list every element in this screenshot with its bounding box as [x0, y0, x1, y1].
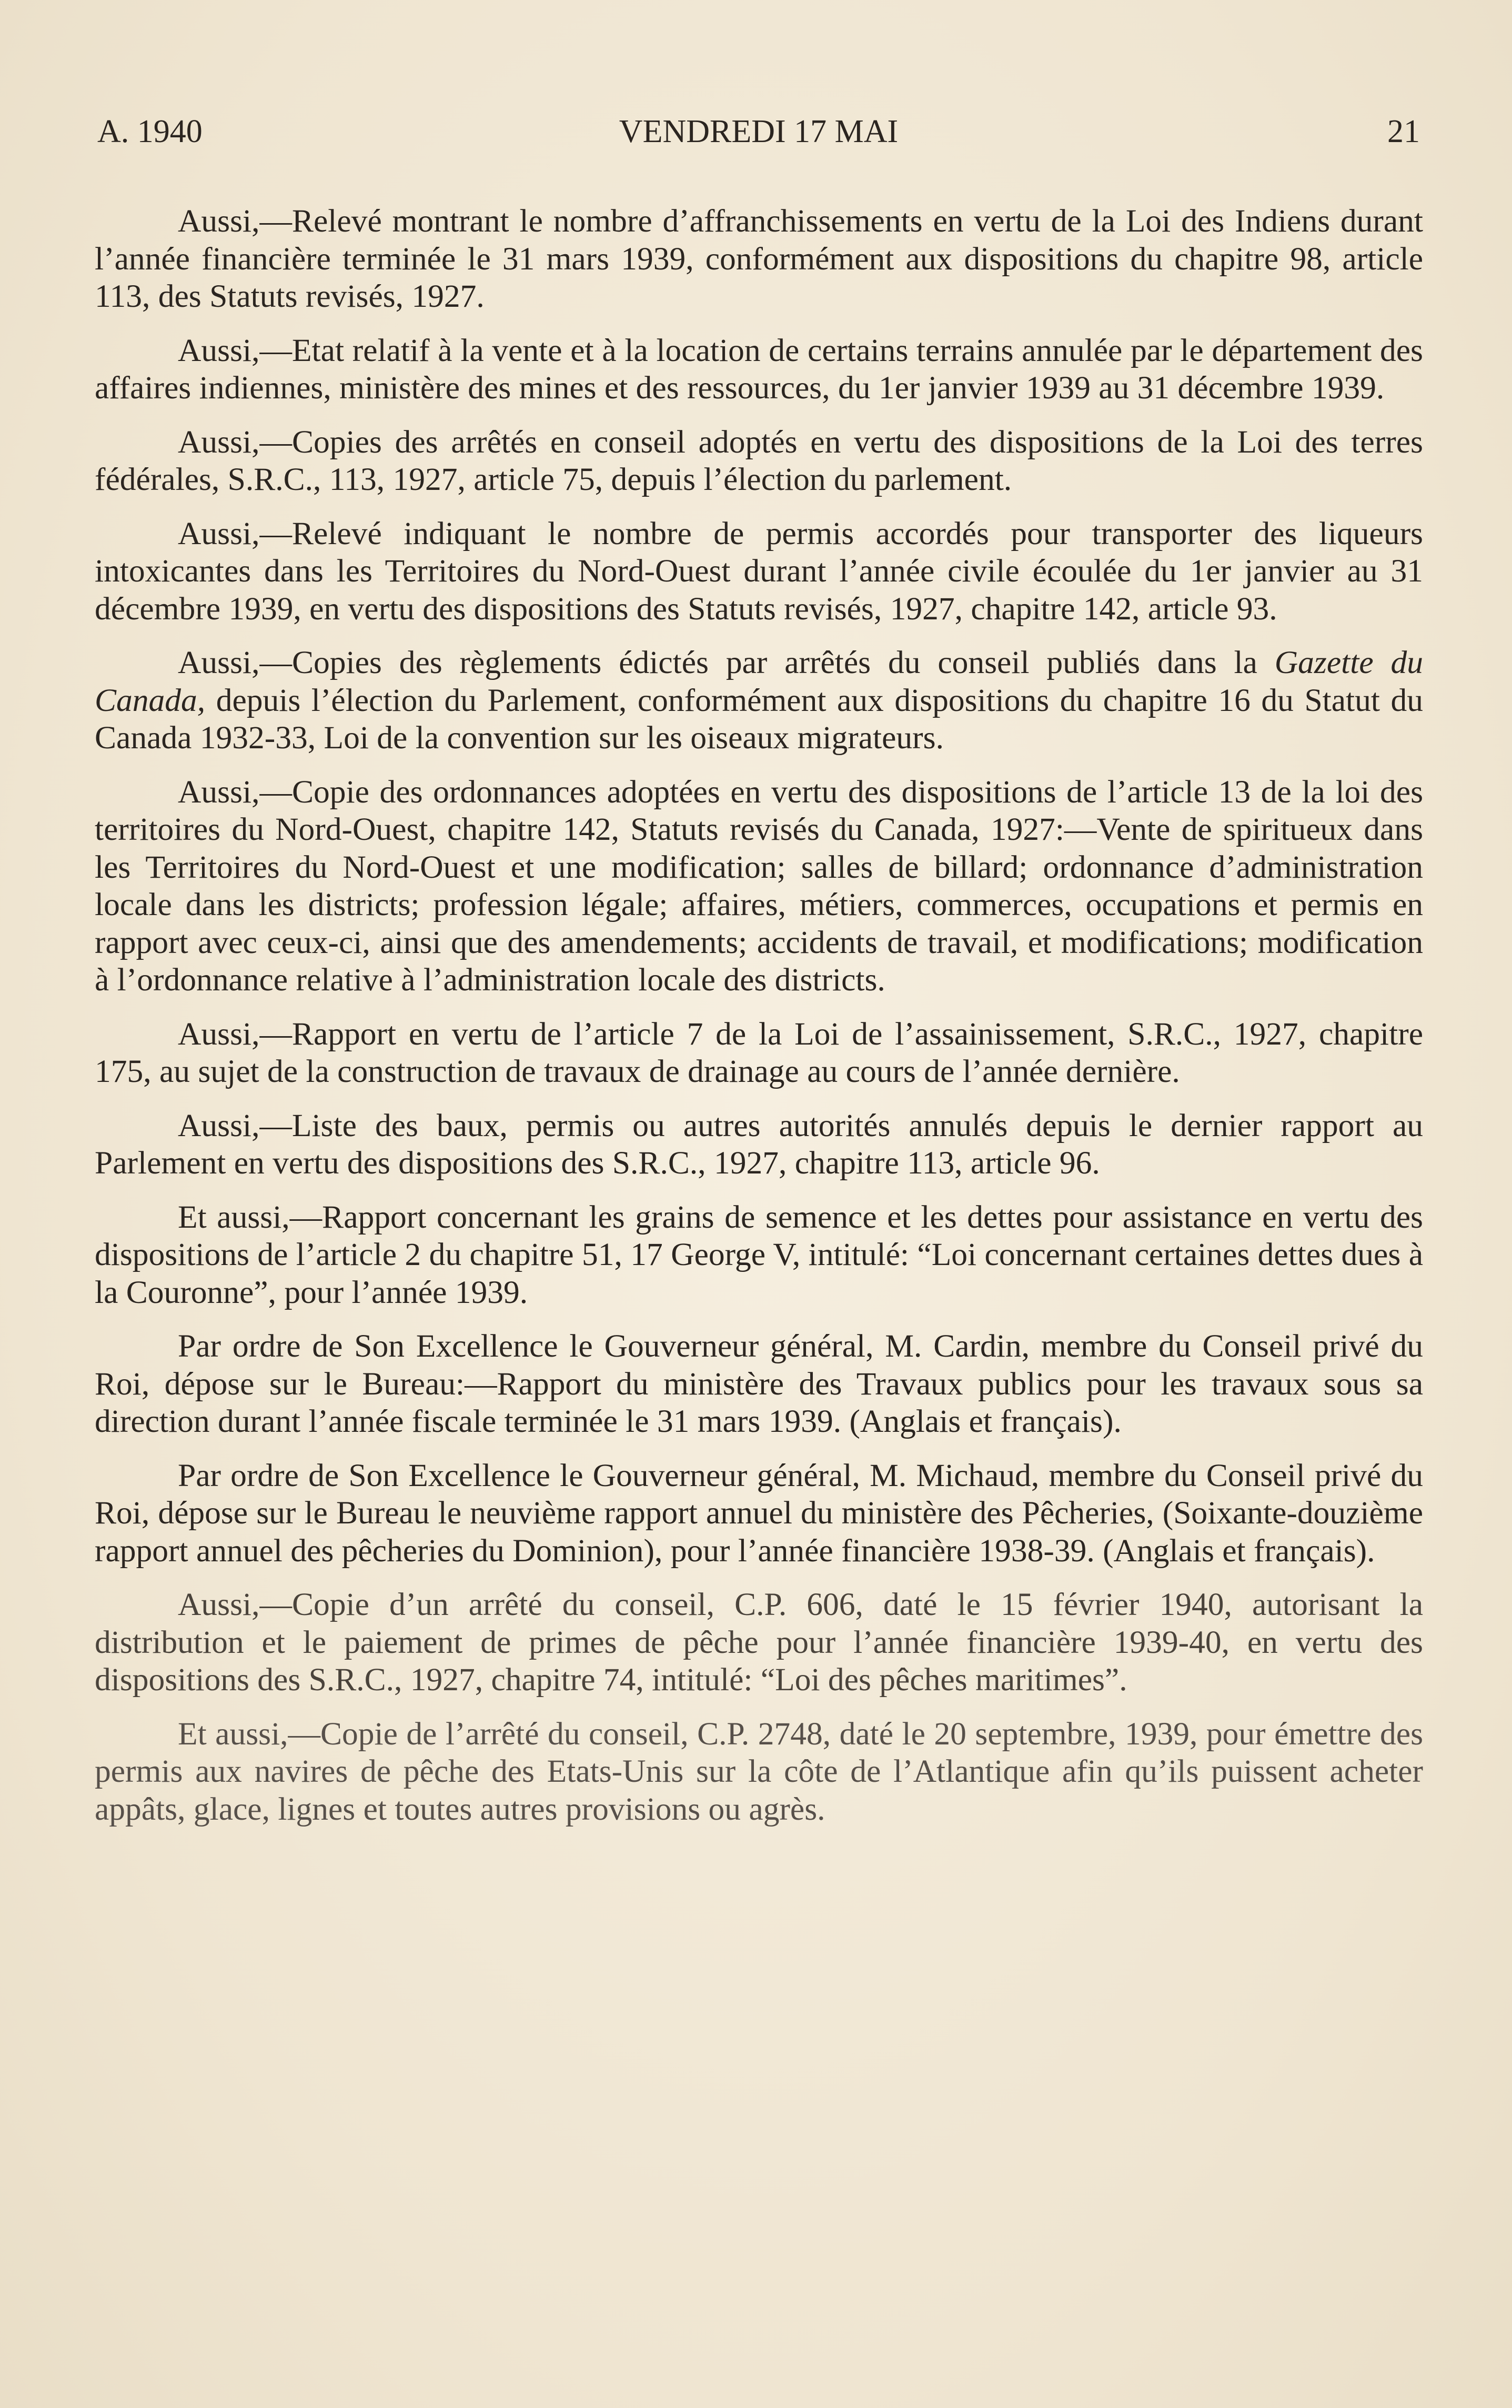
header-year: A. 1940: [97, 114, 203, 149]
paragraph-4: Aussi,—Relevé indiquant le nombre de permis accordés pour transporter des liqueurs intoxicantes dans les Territoires du Nord-Ouest durant l’année civile écoulée du 1er janvier au 31 décembre 1939, en vertu des dispositions des Statuts revisés, 1927, chapitre 142, article 93.: [95, 515, 1423, 627]
paragraph-5-start: Aussi,—Copies des règlements édictés par arrêtés du conseil publiés dans la: [178, 645, 1275, 680]
paragraph-13: Et aussi,—Copie de l’arrêté du conseil, C.P. 2748, daté le 20 septembre, 1939, pour émettre des permis aux navires de pêche des Etats-Unis sur la côte de l’Atlantique afin qu’ils puissent acheter appâts, glace, lignes et toutes autres provisions ou agrès.: [95, 1715, 1423, 1827]
journal-body: [95, 203, 1423, 1844]
paragraph-8: Aussi,—Liste des baux, permis ou autres autorités annulés depuis le dernier rapport au Parlement en vertu des dispositions des S.R.C., 1927, chapitre 113, article 96.: [95, 1107, 1423, 1181]
paragraph-7: Aussi,—Rapport en vertu de l’article 7 de la Loi de l’assainissement, S.R.C., 1927, chapitre 175, au sujet de la construction de travaux de drainage au cours de l’année dernière.: [95, 1016, 1423, 1089]
paragraph-3: Aussi,—Copies des arrêtés en conseil adoptés en vertu des dispositions de la Loi des terres fédérales, S.R.C., 113, 1927, article 75, depuis l’élection du parlement.: [95, 424, 1423, 497]
page-header: [97, 105, 1420, 158]
header-date: VENDREDI 17 MAI: [619, 114, 899, 149]
paragraph-12: Aussi,—Copie d’un arrêté du conseil, C.P. 606, daté le 15 février 1940, autorisant la distribution et le paiement de primes de pêche pour l’année financière 1939-40, en vertu des dispositions des S.R.C., 1927, chapitre 74, intitulé: “Loi des pêches maritimes”.: [95, 1587, 1423, 1698]
paragraph-6: Aussi,—Copie des ordonnances adoptées en vertu des dispositions de l’article 13 de la loi des territoires du Nord-Ouest, chapitre 142, Statuts revisés du Canada, 1927:—Vente de spiritueux dans les Territoires du Nord-Ouest et une modification; salles de billard; ordonnance d’administration locale dans les districts; profession légale; affaires, métiers, commerces, occupations et permis en rapport avec ceux-ci, ainsi que des amendements; accidents de travail, et modifications; modification à l’ordonnance relative à l’administration locale des districts.: [95, 774, 1423, 998]
paragraph-2: Aussi,—Etat relatif à la vente et à la location de certains terrains annulée par le département des affaires indiennes, ministère des mines et des ressources, du 1er janvier 1939 au 31 décembre 1939.: [95, 332, 1423, 406]
paragraph-5-end: depuis l’élection du Parlement, conformément aux dispositions du chapitre 16 du Statut du Canada 1932-33, Loi de la convention sur les oiseaux migrateurs.: [95, 682, 1423, 756]
page-number: 21: [1387, 114, 1420, 149]
paragraph-11: Par ordre de Son Excellence le Gouverneur général, M. Michaud, membre du Conseil privé du Roi, dépose sur le Bureau le neuvième rapport annuel du ministère des Pêcheries, (Soixante-douzième rapport annuel des pêcheries du Dominion), pour l’année financière 1938-39. (Anglais et français).: [95, 1457, 1423, 1569]
gazette-title: Gazette du Canada,: [95, 645, 1423, 718]
paragraph-9: Et aussi,—Rapport concernant les grains de semence et les dettes pour assistance en vertu des dispositions de l’article 2 du chapitre 51, 17 George V, intitulé: “Loi concernant certaines dettes dues à la Couronne”, pour l’année 1939.: [95, 1199, 1423, 1310]
paragraph-5: [95, 644, 1423, 757]
paragraph-10: Par ordre de Son Excellence le Gouverneur général, M. Cardin, membre du Conseil privé du Roi, dépose sur le Bureau:—Rapport du ministère des Travaux publics pour les travaux sous sa direction durant l’année fiscale terminée le 31 mars 1939. (Anglais et français).: [95, 1328, 1423, 1439]
paragraph-1: Aussi,—Relevé montrant le nombre d’affranchissements en vertu de la Loi des Indiens durant l’année financière terminée le 31 mars 1939, conformément aux dispositions du chapitre 98, article 113, des Statuts revisés, 1927.: [95, 203, 1423, 314]
